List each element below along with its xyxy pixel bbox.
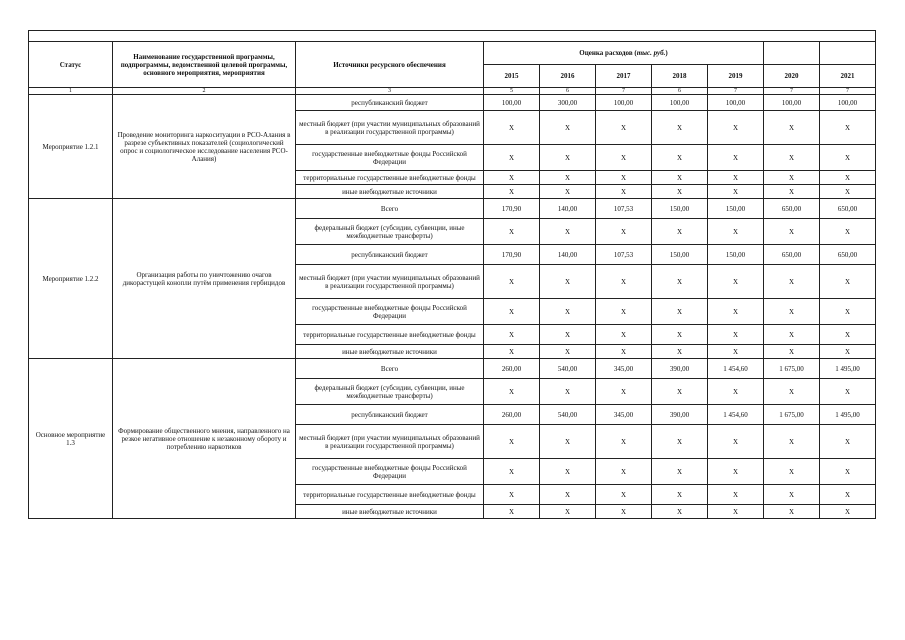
amount-cell: Х — [596, 145, 652, 171]
amount-cell: Х — [596, 485, 652, 505]
amount-cell: 100,00 — [820, 95, 876, 111]
amount-cell: Х — [652, 299, 708, 325]
estimate-suffix: ) — [665, 49, 668, 57]
amount-cell: 300,00 — [540, 95, 596, 111]
amount-cell: Х — [596, 265, 652, 299]
amount-cell: Х — [484, 505, 540, 519]
column-index-cell: 7 — [764, 88, 820, 95]
empty-header-2020 — [764, 42, 820, 65]
program-header: Наименование государственной программы, подпрограммы, ведомственной целевой программы, основного мероприятия, мероприятия — [113, 42, 296, 88]
funding-source-cell: республиканский бюджет — [296, 245, 484, 265]
funding-source-cell: федеральный бюджет (субсидии, субвенции, иные межбюджетные трансферты) — [296, 219, 484, 245]
amount-cell: 390,00 — [652, 405, 708, 425]
column-index-cell: 6 — [652, 88, 708, 95]
amount-cell: Х — [820, 459, 876, 485]
amount-cell: Х — [540, 185, 596, 199]
column-index-cell: 6 — [540, 88, 596, 95]
amount-cell: 540,00 — [540, 405, 596, 425]
amount-cell: 150,00 — [708, 199, 764, 219]
amount-cell: Х — [764, 459, 820, 485]
amount-cell: 100,00 — [596, 95, 652, 111]
amount-cell: 1 495,00 — [820, 405, 876, 425]
amount-cell: Х — [820, 145, 876, 171]
amount-cell: 1 454,60 — [708, 359, 764, 379]
amount-cell: Х — [484, 325, 540, 345]
amount-cell: Х — [652, 265, 708, 299]
amount-cell: 650,00 — [764, 199, 820, 219]
amount-cell: Х — [820, 379, 876, 405]
amount-cell: Х — [484, 459, 540, 485]
amount-cell: Х — [540, 425, 596, 459]
header-row — [29, 42, 876, 65]
year-header: 2018 — [652, 65, 708, 88]
funding-source-cell: Всего — [296, 359, 484, 379]
index-row — [29, 88, 876, 95]
amount-cell: Х — [708, 171, 764, 185]
amount-cell: Х — [764, 425, 820, 459]
amount-cell: Х — [596, 505, 652, 519]
column-index-cell: 2 — [113, 88, 296, 95]
amount-cell: Х — [652, 425, 708, 459]
amount-cell: Х — [596, 345, 652, 359]
funding-source-cell: иные внебюджетные источники — [296, 185, 484, 199]
amount-cell: 150,00 — [708, 245, 764, 265]
column-index-cell: 7 — [708, 88, 764, 95]
amount-cell: Х — [540, 111, 596, 145]
amount-cell: Х — [652, 111, 708, 145]
amount-cell: 345,00 — [596, 405, 652, 425]
budget-table-sheet — [28, 30, 876, 519]
amount-cell: Х — [764, 265, 820, 299]
amount-cell: 107,53 — [596, 199, 652, 219]
amount-cell: Х — [652, 219, 708, 245]
amount-cell: Х — [540, 485, 596, 505]
estimate-prefix: Оценка расходов ( — [579, 49, 637, 57]
estimate-header — [484, 42, 764, 65]
amount-cell: Х — [540, 145, 596, 171]
amount-cell: Х — [708, 265, 764, 299]
amount-cell: Х — [708, 325, 764, 345]
amount-cell: Х — [764, 171, 820, 185]
amount-cell: Х — [708, 219, 764, 245]
amount-cell: Х — [596, 299, 652, 325]
amount-cell: 1 454,60 — [708, 405, 764, 425]
amount-cell: Х — [820, 325, 876, 345]
amount-cell: 100,00 — [708, 95, 764, 111]
funding-source-cell: республиканский бюджет — [296, 95, 484, 111]
amount-cell: Х — [484, 145, 540, 171]
funding-source-cell: иные внебюджетные источники — [296, 345, 484, 359]
amount-cell: Х — [596, 425, 652, 459]
amount-cell: 150,00 — [652, 245, 708, 265]
funding-source-cell: государственные внебюджетные фонды Российской Федерации — [296, 459, 484, 485]
amount-cell: Х — [596, 459, 652, 485]
budget-table — [28, 30, 876, 519]
amount-cell: Х — [820, 485, 876, 505]
amount-cell: 170,90 — [484, 245, 540, 265]
amount-cell: Х — [540, 325, 596, 345]
amount-cell: Х — [820, 345, 876, 359]
amount-cell: 107,53 — [596, 245, 652, 265]
amount-cell: Х — [540, 379, 596, 405]
amount-cell: 100,00 — [652, 95, 708, 111]
amount-cell: Х — [484, 299, 540, 325]
amount-cell: Х — [708, 425, 764, 459]
amount-cell: 260,00 — [484, 359, 540, 379]
funding-source-cell: Всего — [296, 199, 484, 219]
amount-cell: Х — [540, 345, 596, 359]
funding-source-cell: территориальные государственные внебюджетные фонды — [296, 485, 484, 505]
amount-cell: Х — [652, 325, 708, 345]
funding-source-cell: местный бюджет (при участии муниципальных образований в реализации государственной программы) — [296, 265, 484, 299]
amount-cell: Х — [540, 299, 596, 325]
amount-cell: Х — [764, 145, 820, 171]
amount-cell: Х — [484, 265, 540, 299]
amount-cell: Х — [708, 185, 764, 199]
status-header: Статус — [29, 42, 113, 88]
funding-source-cell: территориальные государственные внебюджетные фонды — [296, 325, 484, 345]
amount-cell: Х — [820, 219, 876, 245]
table-row — [29, 95, 876, 111]
amount-cell: Х — [484, 345, 540, 359]
amount-cell: Х — [484, 185, 540, 199]
amount-cell: Х — [596, 111, 652, 145]
empty-header-2021 — [820, 42, 876, 65]
amount-cell: Х — [820, 299, 876, 325]
amount-cell: 150,00 — [652, 199, 708, 219]
status-cell: Мероприятие 1.2.1 — [29, 95, 113, 199]
amount-cell: Х — [540, 219, 596, 245]
amount-cell: Х — [764, 111, 820, 145]
amount-cell: Х — [764, 299, 820, 325]
status-cell: Основное мероприятие 1.3 — [29, 359, 113, 519]
amount-cell: 100,00 — [764, 95, 820, 111]
amount-cell: Х — [708, 145, 764, 171]
amount-cell: 1 675,00 — [764, 405, 820, 425]
amount-cell: Х — [652, 345, 708, 359]
funding-source-cell: федеральный бюджет (субсидии, субвенции, иные межбюджетные трансферты) — [296, 379, 484, 405]
year-header: 2015 — [484, 65, 540, 88]
amount-cell: 140,00 — [540, 199, 596, 219]
amount-cell: Х — [484, 485, 540, 505]
amount-cell: Х — [708, 111, 764, 145]
amount-cell: Х — [540, 265, 596, 299]
table-body — [29, 95, 876, 519]
amount-cell: Х — [596, 171, 652, 185]
amount-cell: 170,90 — [484, 199, 540, 219]
funding-source-cell: местный бюджет (при участии муниципальных образований в реализации государственной программы) — [296, 111, 484, 145]
amount-cell: Х — [540, 505, 596, 519]
amount-cell: Х — [596, 379, 652, 405]
amount-cell: Х — [708, 379, 764, 405]
amount-cell: Х — [652, 145, 708, 171]
amount-cell: Х — [484, 425, 540, 459]
table-top-cell — [29, 31, 876, 42]
amount-cell: Х — [820, 185, 876, 199]
amount-cell: Х — [708, 299, 764, 325]
amount-cell: 650,00 — [820, 245, 876, 265]
amount-cell: Х — [820, 171, 876, 185]
amount-cell: Х — [764, 325, 820, 345]
amount-cell: Х — [708, 345, 764, 359]
column-index-cell: 1 — [29, 88, 113, 95]
column-index-cell: 5 — [484, 88, 540, 95]
program-description-cell: Организация работы по уничтожению очагов дикорастущей конопли путём применения гербицидов — [113, 199, 296, 359]
amount-cell: 650,00 — [764, 245, 820, 265]
table-row — [29, 199, 876, 219]
amount-cell: 390,00 — [652, 359, 708, 379]
amount-cell: 650,00 — [820, 199, 876, 219]
amount-cell: Х — [652, 171, 708, 185]
amount-cell: Х — [652, 505, 708, 519]
amount-cell: Х — [596, 219, 652, 245]
amount-cell: Х — [484, 111, 540, 145]
year-header: 2019 — [708, 65, 764, 88]
amount-cell: Х — [484, 171, 540, 185]
amount-cell: Х — [820, 265, 876, 299]
column-index-cell: 7 — [596, 88, 652, 95]
amount-cell: 540,00 — [540, 359, 596, 379]
amount-cell: Х — [652, 379, 708, 405]
status-cell: Мероприятие 1.2.2 — [29, 199, 113, 359]
amount-cell: Х — [820, 111, 876, 145]
amount-cell: Х — [484, 379, 540, 405]
funding-source-cell: государственные внебюджетные фонды Российской Федерации — [296, 145, 484, 171]
program-description-cell: Формирование общественного мнения, направленного на резкое негативное отношение к незаконному обороту и потреблению наркотиков — [113, 359, 296, 519]
amount-cell: Х — [820, 425, 876, 459]
column-index-cell: 7 — [820, 88, 876, 95]
program-description-cell: Проведение мониторинга наркоситуации в РСО-Алания в разрезе субъективных показателей (социологический опрос и социологическое исследование населения РСО-Алания) — [113, 95, 296, 199]
amount-cell: Х — [820, 505, 876, 519]
year-header: 2020 — [764, 65, 820, 88]
sources-header: Источники ресурсного обеспечения — [296, 42, 484, 88]
funding-source-cell: территориальные государственные внебюджетные фонды — [296, 171, 484, 185]
amount-cell: 140,00 — [540, 245, 596, 265]
amount-cell: Х — [652, 485, 708, 505]
amount-cell: Х — [764, 219, 820, 245]
estimate-unit: тыс. руб. — [636, 49, 666, 57]
amount-cell: 100,00 — [484, 95, 540, 111]
amount-cell: Х — [764, 505, 820, 519]
amount-cell: Х — [652, 459, 708, 485]
amount-cell: Х — [540, 171, 596, 185]
amount-cell: Х — [652, 185, 708, 199]
amount-cell: Х — [764, 379, 820, 405]
amount-cell: Х — [708, 505, 764, 519]
amount-cell: 1 495,00 — [820, 359, 876, 379]
funding-source-cell: государственные внебюджетные фонды Российской Федерации — [296, 299, 484, 325]
year-header: 2017 — [596, 65, 652, 88]
amount-cell: Х — [484, 219, 540, 245]
amount-cell: Х — [540, 459, 596, 485]
funding-source-cell: иные внебюджетные источники — [296, 505, 484, 519]
amount-cell: Х — [708, 485, 764, 505]
year-header: 2016 — [540, 65, 596, 88]
amount-cell: 1 675,00 — [764, 359, 820, 379]
amount-cell: Х — [764, 485, 820, 505]
table-top-row — [29, 31, 876, 42]
amount-cell: Х — [708, 459, 764, 485]
amount-cell: 345,00 — [596, 359, 652, 379]
table-row — [29, 359, 876, 379]
year-header: 2021 — [820, 65, 876, 88]
amount-cell: Х — [596, 325, 652, 345]
amount-cell: Х — [764, 345, 820, 359]
column-index-cell: 3 — [296, 88, 484, 95]
amount-cell: Х — [596, 185, 652, 199]
funding-source-cell: республиканский бюджет — [296, 405, 484, 425]
amount-cell: 260,00 — [484, 405, 540, 425]
amount-cell: Х — [764, 185, 820, 199]
funding-source-cell: местный бюджет (при участии муниципальных образований в реализации государственной программы) — [296, 425, 484, 459]
